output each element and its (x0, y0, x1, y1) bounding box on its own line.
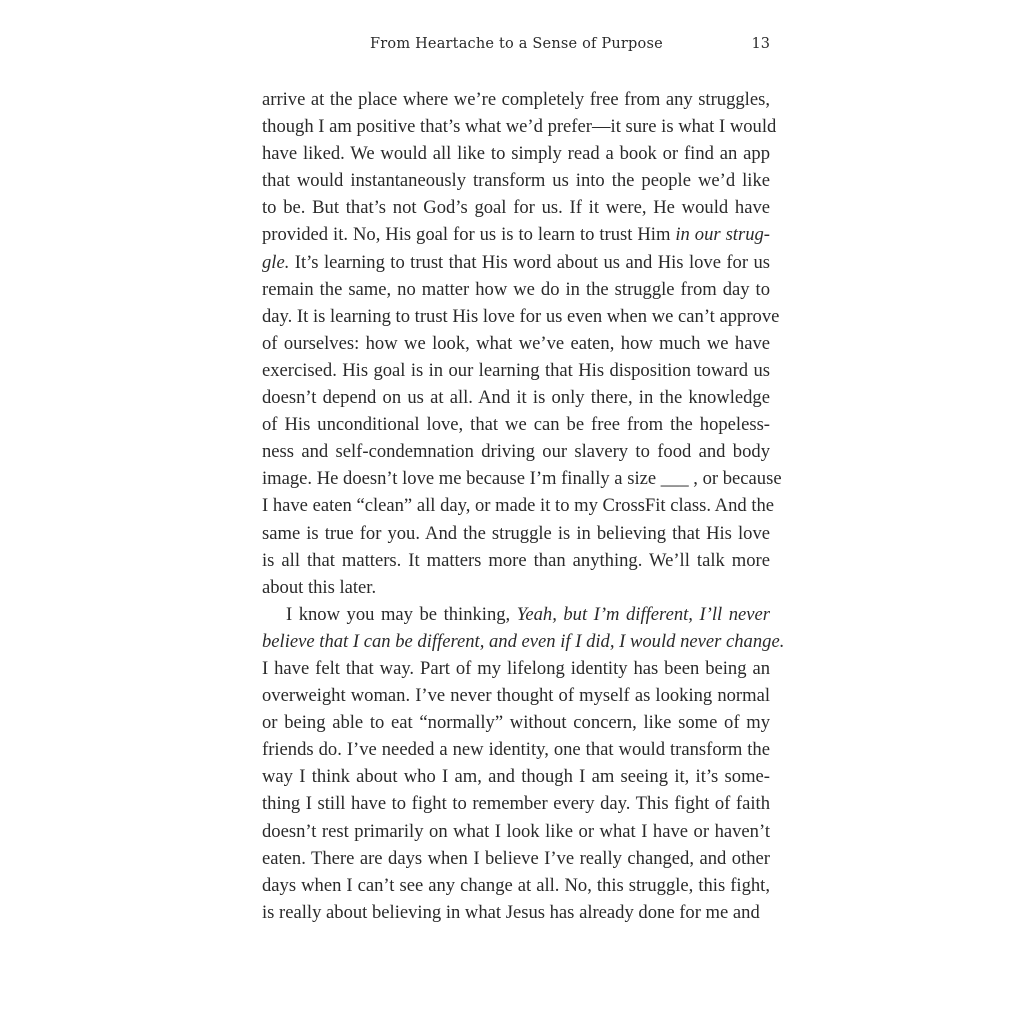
text-run: exercised. His goal is in our learning that His disposition toward us (262, 359, 770, 381)
text-run: overweight woman. I’ve never thought of myself as looking normal (262, 685, 770, 707)
text-line (262, 736, 770, 763)
text-run: that would instantaneously transform us into the people we’d like (262, 170, 770, 192)
text-line (262, 574, 770, 601)
text-run: same is true for you. And the struggle is in believing that His love (262, 522, 770, 544)
text-run: have liked. We would all like to simply read a book or find an app (262, 143, 770, 165)
text-line (262, 411, 770, 438)
text-line (262, 520, 770, 547)
text-run: doesn’t depend on us at all. And it is only there, in the knowledge (262, 387, 770, 409)
text-line (262, 682, 770, 709)
text-run: image. He doesn’t love me because I’m finally a size ___ , or because (262, 468, 782, 490)
text-line (262, 384, 770, 411)
text-run: about this later. (262, 576, 377, 598)
text-run: day. It is learning to trust His love for us even when we can’t approve (262, 305, 780, 327)
page-number: 13 (751, 36, 770, 52)
text-run: I have eaten “clean” all day, or made it to my CrossFit class. And the (262, 495, 775, 517)
text-line (262, 357, 770, 384)
running-head (262, 36, 770, 58)
italic-run: gle. (262, 251, 290, 273)
text-line (262, 790, 770, 817)
text-line (262, 330, 770, 357)
text-line (262, 899, 770, 926)
text-run: is really about believing in what Jesus has already done for me and (262, 901, 760, 923)
text-run: or being able to eat “normally” without concern, like some of my (262, 712, 770, 734)
text-run: of His unconditional love, that we can be free from the hopeless- (262, 414, 770, 436)
paragraph (262, 86, 782, 601)
text-line (262, 438, 770, 465)
text-line (262, 655, 770, 682)
text-line (262, 86, 770, 113)
text-run: is all that matters. It matters more than anything. We’ll talk more (262, 549, 770, 571)
paragraph (262, 601, 785, 926)
text-line (262, 113, 777, 140)
text-line (262, 601, 770, 628)
text-run: friends do. I’ve needed a new identity, one that would transform the (262, 739, 770, 761)
text-line (262, 845, 770, 872)
text-run: though I am positive that’s what we’d prefer—it sure is what I would (262, 116, 777, 138)
text-run: remain the same, no matter how we do in the struggle from day to (262, 278, 770, 300)
text-run: of ourselves: how we look, what we’ve eaten, how much we have (262, 332, 770, 354)
text-run: eaten. There are days when I believe I’ve really changed, and other (262, 847, 770, 869)
text-line (262, 140, 770, 167)
italic-run: in our strug- (675, 224, 770, 246)
text-run: I know you may be thinking, (286, 603, 517, 625)
text-line (262, 628, 785, 655)
text-line (262, 465, 782, 492)
text-line (262, 276, 770, 303)
text-run: thing I still have to fight to remember every day. This fight of faith (262, 793, 770, 815)
text-run: days when I can’t see any change at all. No, this struggle, this fight, (262, 874, 770, 896)
italic-run: Yeah, but I’m different, I’ll never (516, 603, 771, 625)
text-run: I have felt that way. Part of my lifelong identity has been being an (262, 657, 770, 679)
text-line (262, 167, 770, 194)
text-line (262, 818, 770, 845)
text-line (262, 249, 770, 276)
text-run: arrive at the place where we’re completely free from any struggles, (262, 89, 770, 110)
text-line (262, 194, 770, 221)
text-line (262, 303, 780, 330)
running-title: From Heartache to a Sense of Purpose (370, 36, 663, 52)
text-run: ness and self-condemnation driving our slavery to food and body (262, 441, 770, 463)
text-line (262, 763, 770, 790)
text-run: way I think about who I am, and though I am seeing it, it’s some- (262, 766, 770, 788)
text-run: It’s learning to trust that His word about us and His love for us (289, 251, 770, 273)
text-run: provided it. No, His goal for us is to learn to trust Him (262, 224, 676, 246)
text-line (262, 872, 770, 899)
text-run: doesn’t rest primarily on what I look like or what I have or haven’t (262, 820, 770, 842)
text-line (262, 709, 770, 736)
text-line (262, 492, 775, 519)
body-text (262, 86, 785, 926)
text-line (262, 221, 770, 248)
text-run: to be. But that’s not God’s goal for us. If it were, He would have (262, 197, 770, 219)
text-line (262, 547, 770, 574)
italic-run: believe that I can be different, and even if I did, I would never change. (262, 630, 785, 652)
